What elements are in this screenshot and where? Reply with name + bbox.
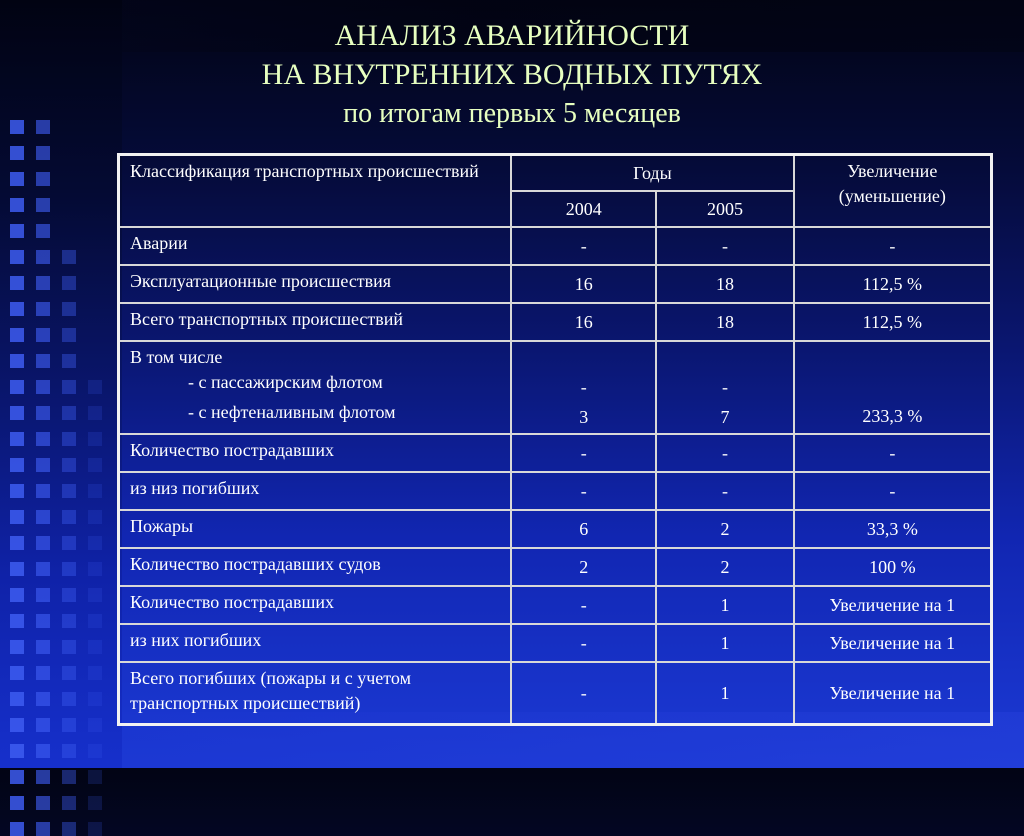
row-value-2004: 6 (511, 510, 656, 548)
decor-square (10, 692, 24, 706)
row-change: Увеличение на 1 (794, 624, 992, 662)
decor-square (62, 562, 76, 576)
table-row (119, 434, 992, 472)
row-value-2004: 2 (511, 548, 656, 586)
including-2005-passenger: - (722, 377, 728, 397)
row-change: Увеличение на 1 (794, 586, 992, 624)
title-line-2: НА ВНУТРЕННИХ ВОДНЫХ ПУТЯХ (261, 58, 763, 91)
header-classification: Классификация транспортных происшествий (119, 155, 512, 228)
decor-square (10, 302, 24, 316)
table-row (119, 548, 992, 586)
decor-square (88, 692, 102, 706)
row-value-2004: - (511, 662, 656, 725)
decor-square (10, 796, 24, 810)
row-value-2005: 2 (656, 510, 793, 548)
decor-square (10, 536, 24, 550)
decor-square (10, 510, 24, 524)
decor-square (62, 640, 76, 654)
decor-square (36, 172, 50, 186)
title-line-1: АНАЛИЗ АВАРИЙНОСТИ (334, 19, 690, 52)
decor-square (62, 796, 76, 810)
row-label: Количество пострадавших (119, 434, 512, 472)
row-value-2004: - (511, 624, 656, 662)
decor-square (62, 380, 76, 394)
row-value-2004: - (511, 434, 656, 472)
table-row-including (119, 341, 992, 434)
accident-table (117, 153, 993, 726)
decor-square (36, 822, 50, 836)
decor-square (88, 822, 102, 836)
row-change: - (794, 434, 992, 472)
decor-square (62, 484, 76, 498)
decor-square (62, 510, 76, 524)
decor-square (88, 484, 102, 498)
decor-square (62, 302, 76, 316)
header-change (794, 155, 992, 228)
decor-square (10, 432, 24, 446)
decor-square (62, 822, 76, 836)
decor-square (36, 302, 50, 316)
including-2004-passenger: - (580, 377, 587, 397)
table-row (119, 510, 992, 548)
decor-square (62, 666, 76, 680)
row-label: из низ погибших (119, 472, 512, 510)
row-value-2004: - (511, 586, 656, 624)
table-row (119, 227, 992, 265)
header-year-2005: 2005 (656, 191, 793, 227)
decor-square (10, 276, 24, 290)
decor-square (10, 198, 24, 212)
row-change: 33,3 % (794, 510, 992, 548)
decor-square (10, 380, 24, 394)
decor-square (10, 640, 24, 654)
row-change: Увеличение на 1 (794, 662, 992, 725)
decor-square (62, 770, 76, 784)
row-label: Всего транспортных происшествий (119, 303, 512, 341)
row-label: Пожары (119, 510, 512, 548)
decor-square (36, 406, 50, 420)
decor-square (88, 432, 102, 446)
row-value-2005: - (656, 434, 793, 472)
row-value-2004: - (511, 227, 656, 265)
decor-square (10, 250, 24, 264)
decor-square (36, 250, 50, 264)
decor-square (36, 718, 50, 732)
table-row (119, 662, 992, 725)
decor-square (62, 718, 76, 732)
table-row (119, 303, 992, 341)
row-value-2005: 1 (656, 624, 793, 662)
decor-square (62, 588, 76, 602)
decor-square (10, 666, 24, 680)
row-change: - (794, 472, 992, 510)
including-change-value: 233,3 % (862, 406, 923, 426)
decor-square (36, 198, 50, 212)
including-2004 (511, 341, 656, 434)
including-2004-tanker: 3 (579, 407, 589, 427)
decor-square (88, 640, 102, 654)
decor-square (10, 822, 24, 836)
including-sub-passenger: - с пассажирским флотом (188, 372, 383, 392)
row-label: Эксплуатационные происшествия (119, 265, 512, 303)
row-label: Количество пострадавших судов (119, 548, 512, 586)
header-year-2004: 2004 (511, 191, 656, 227)
including-2005-tanker: 7 (720, 407, 730, 427)
decor-square (10, 614, 24, 628)
row-value-2005: 1 (656, 586, 793, 624)
decor-square (36, 796, 50, 810)
slide-title (122, 16, 902, 133)
decor-square (36, 692, 50, 706)
decor-square (10, 224, 24, 238)
decor-square (36, 744, 50, 758)
decor-square (36, 146, 50, 160)
decor-square (62, 250, 76, 264)
row-value-2005: 2 (656, 548, 793, 586)
decor-square (36, 380, 50, 394)
decor-square (36, 354, 50, 368)
decor-square (88, 510, 102, 524)
table-row (119, 624, 992, 662)
decor-square (10, 146, 24, 160)
decor-square (62, 432, 76, 446)
decor-square (10, 354, 24, 368)
row-change: - (794, 227, 992, 265)
decor-square (36, 224, 50, 238)
decor-square (62, 744, 76, 758)
header-years: Годы (511, 155, 793, 192)
decor-square (10, 172, 24, 186)
header-change-line2: (уменьшение) (838, 186, 946, 206)
decorative-squares (0, 0, 122, 768)
including-sub-tanker: - с нефтеналивным флотом (188, 402, 396, 422)
row-value-2005: - (656, 472, 793, 510)
row-value-2005: 18 (656, 265, 793, 303)
decor-square (62, 354, 76, 368)
row-label: Количество пострадавших (119, 586, 512, 624)
decor-square (36, 666, 50, 680)
decor-square (36, 458, 50, 472)
decor-square (88, 536, 102, 550)
decor-square (10, 458, 24, 472)
decor-square (88, 666, 102, 680)
decor-square (36, 536, 50, 550)
title-line-3: по итогам первых 5 месяцев (343, 98, 681, 129)
row-change: 112,5 % (794, 303, 992, 341)
table-row (119, 265, 992, 303)
decor-square (62, 692, 76, 706)
decor-square (88, 562, 102, 576)
decor-square (36, 484, 50, 498)
including-2005 (656, 341, 793, 434)
decor-square (62, 328, 76, 342)
decor-square (88, 796, 102, 810)
decor-square (88, 744, 102, 758)
row-label: из них погибших (119, 624, 512, 662)
row-change: 100 % (794, 548, 992, 586)
table-row (119, 472, 992, 510)
row-value-2004: - (511, 472, 656, 510)
table-row (119, 586, 992, 624)
decor-square (88, 380, 102, 394)
decor-square (10, 406, 24, 420)
decor-square (36, 770, 50, 784)
decor-square (36, 614, 50, 628)
decor-square (88, 614, 102, 628)
decor-square (36, 328, 50, 342)
decor-square (10, 744, 24, 758)
decor-square (88, 458, 102, 472)
decor-square (62, 614, 76, 628)
decor-square (88, 718, 102, 732)
decor-square (10, 484, 24, 498)
including-label: В том числе (130, 347, 223, 367)
decor-square (36, 562, 50, 576)
decor-square (36, 588, 50, 602)
decor-square (36, 510, 50, 524)
including-change (794, 341, 992, 434)
decor-square (10, 562, 24, 576)
decor-square (36, 276, 50, 290)
decor-square (88, 770, 102, 784)
row-value-2005: - (656, 227, 793, 265)
row-label: Всего погибших (пожары и с учетом транспортных происшествий) (119, 662, 512, 725)
decor-square (36, 432, 50, 446)
decor-square (10, 328, 24, 342)
decor-square (88, 406, 102, 420)
row-change: 112,5 % (794, 265, 992, 303)
header-row (119, 155, 992, 192)
decor-square (62, 536, 76, 550)
row-label: Аварии (119, 227, 512, 265)
decor-square (10, 120, 24, 134)
row-value-2004: 16 (511, 303, 656, 341)
decor-square (10, 718, 24, 732)
decor-square (10, 770, 24, 784)
decor-square (62, 276, 76, 290)
decor-square (62, 406, 76, 420)
decor-square (88, 588, 102, 602)
row-value-2005: 18 (656, 303, 793, 341)
decor-square (62, 458, 76, 472)
decor-square (36, 120, 50, 134)
row-value-2005: 1 (656, 662, 793, 725)
decor-square (36, 640, 50, 654)
decor-square (10, 588, 24, 602)
row-value-2004: 16 (511, 265, 656, 303)
header-change-line1: Увеличение (847, 161, 938, 181)
including-label-cell (119, 341, 512, 434)
